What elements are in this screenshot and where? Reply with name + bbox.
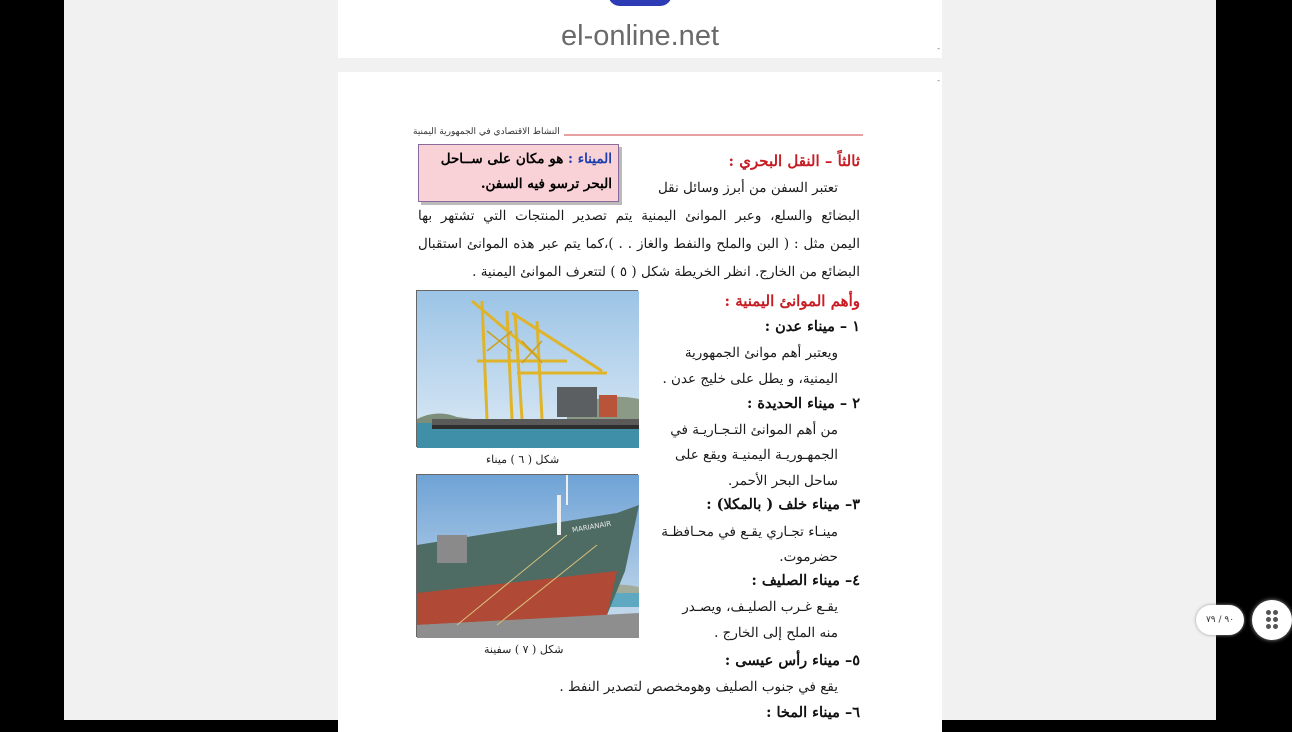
intro-line: اليمن مثل : ( البن والملح والنفط والغاز . . )،كما يتم عبر هذه الموانئ استقبال xyxy=(418,236,860,252)
port-text: الجمهـوريـة اليمنيـة ويقع على xyxy=(674,447,838,463)
port-title: ٦– ميناء المخا : xyxy=(766,704,860,721)
intro-line: تعتبر السفن من أبرز وسائل نقل xyxy=(657,180,838,196)
port-text: يقـع غـرب الصليـف، ويصـدر xyxy=(682,599,838,615)
port-photo xyxy=(416,290,638,447)
ship-name-text: MARIANAIR xyxy=(571,519,612,535)
page-indicator[interactable]: ٩٠ / ٧٩ xyxy=(1196,605,1244,635)
figure-caption: شكل ( ٦ ) ميناء xyxy=(486,453,560,466)
intro-line: البضائع والسلع، وعبر الموانئ اليمنية يتم تصدير المنتجات التي تشتهر بها xyxy=(418,208,860,224)
port-text: ساحل البحر الأحمر. xyxy=(727,473,838,489)
document-viewer xyxy=(64,0,1235,721)
intro-line: البضائع من الخارج. انظر الخريطة شكل ( ٥ ) لتتعرف الموانئ اليمنية . xyxy=(472,264,860,280)
ports-title: وأهم الموانئ اليمنية : xyxy=(724,292,860,310)
textbook-page xyxy=(338,72,942,732)
page-edge-mark: - xyxy=(937,44,940,53)
port-title: ٣– ميناء خلف ( بالمكلا) : xyxy=(706,496,860,513)
definition-text: هو مكان على ســاحل xyxy=(440,151,564,167)
dot-icon xyxy=(1273,610,1278,615)
dot-icon xyxy=(1273,617,1278,622)
dot-icon xyxy=(1273,624,1278,629)
port-text: حضرموت. xyxy=(779,549,838,565)
port-title: ٥– ميناء رأس عيسى : xyxy=(724,652,860,669)
page-top xyxy=(338,0,942,58)
definition-term: الميناء : xyxy=(568,151,612,167)
dot-icon xyxy=(1266,624,1271,629)
port-text: ويعتبر أهم موانئ الجمهورية xyxy=(684,345,838,361)
port-text: اليمنية، و يطل على خليج عدن . xyxy=(662,371,838,387)
ship-photo xyxy=(416,474,638,637)
definition-text-2: البحر ترسو فيه السفن. xyxy=(480,176,612,192)
page-header: النشاط الاقتصادي في الجمهورية اليمنية xyxy=(413,127,564,137)
section-title: ثالثاً – النقل البحري : xyxy=(728,152,860,170)
port-text: منه الملح إلى الخارج . xyxy=(714,625,838,641)
page-edge-mark: - xyxy=(937,76,940,85)
site-url: el-online.net xyxy=(561,20,719,52)
port-text: مينـاء تجـاري يقـع في محـافظـة xyxy=(661,524,838,540)
port-text: من أهم الموانئ التـجـاريـة في xyxy=(670,422,838,438)
dot-icon xyxy=(1266,610,1271,615)
dot-icon xyxy=(1266,617,1271,622)
port-title: ١ – ميناء عدن : xyxy=(764,318,860,335)
port-title: ٢ – ميناء الحديدة : xyxy=(746,395,860,412)
figure-caption: شكل ( ٧ ) سفينة xyxy=(484,643,564,656)
definition-box xyxy=(418,144,619,202)
ship-image xyxy=(417,475,639,638)
port-cranes-image xyxy=(417,291,639,448)
apps-grid-button[interactable] xyxy=(1252,600,1292,640)
port-text: يقع في جنوب الصليف وهومخصص لتصدير النفط . xyxy=(559,679,838,695)
site-logo xyxy=(608,0,672,6)
port-title: ٤– ميناء الصليف : xyxy=(751,572,860,589)
